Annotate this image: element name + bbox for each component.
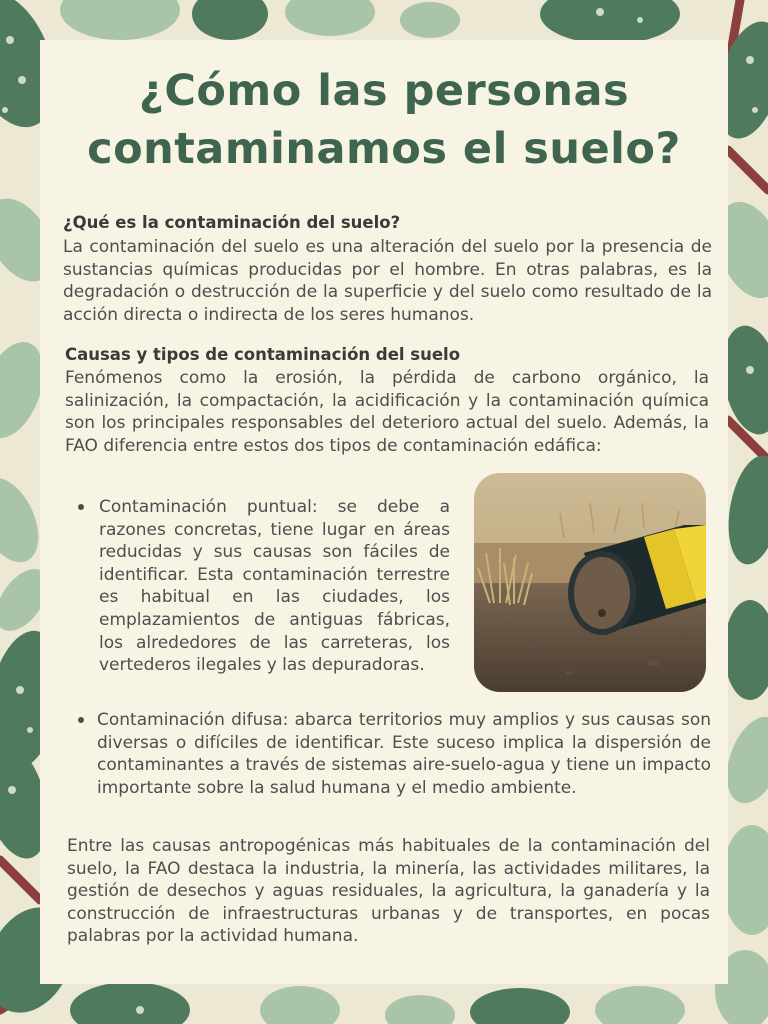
section-heading-causes: Causas y tipos de contaminación del suelo	[65, 345, 461, 364]
page-title	[40, 62, 728, 178]
title-line-1: ¿Cómo las personas	[138, 66, 630, 116]
definition-paragraph: La contaminación del suelo es una alteración del suelo por la presencia de sustancias químicas producidas por el hombre. En otras palabras, es la degradación o destrucción de la superficie y del suelo como resultado de la acción directa o indirecta de los seres humanos.	[63, 237, 712, 325]
barrel-photo	[474, 473, 706, 692]
section-heading-definition: ¿Qué es la contaminación del suelo?	[63, 213, 401, 232]
title-line-2: contaminamos el suelo?	[87, 124, 681, 174]
bullet-dot	[78, 717, 84, 723]
causes-intro-paragraph: Fenómenos como la erosión, la pérdida de carbono orgánico, la salinización, la compactación, la acidificación y la contaminación química son los principales responsables del deterioro actual del suelo. Además, la FAO diferencia entre estos dos tipos de contaminación edáfica:	[65, 368, 709, 456]
closing-paragraph: Entre las causas antropogénicas más habituales de la contaminación del suelo, la FAO destaca la industria, la minería, las actividades militares, la gestión de desechos y aguas residuales, la agricultura, la ganadería y la construcción de infraestructuras urbanas y de transportes, en pocas palabras por la actividad humana.	[67, 836, 710, 947]
bullet-point-source	[78, 496, 452, 706]
bullet-dot	[78, 504, 84, 510]
bullet-text-point-source: Contaminación puntual: se debe a razones concretas, tiene lugar en áreas reducidas y sus causas son fáciles de identificar. Esta contaminación terrestre es habitual en las ciudades, los emplazamientos de antiguas fábricas, los alrededores de las carreteras, los vertederos ilegales y las depuradoras.	[99, 497, 450, 676]
bullet-text-diffuse: Contaminación difusa: abarca territorios muy amplios y sus causas son diversas o difíciles de identificar. Este suceso implica la dispersión de contaminantes a través de sistemas aire-suelo-agua y tiene un impacto importante sobre la salud humana y el medio ambiente.	[97, 710, 711, 798]
bullet-diffuse	[78, 709, 712, 829]
